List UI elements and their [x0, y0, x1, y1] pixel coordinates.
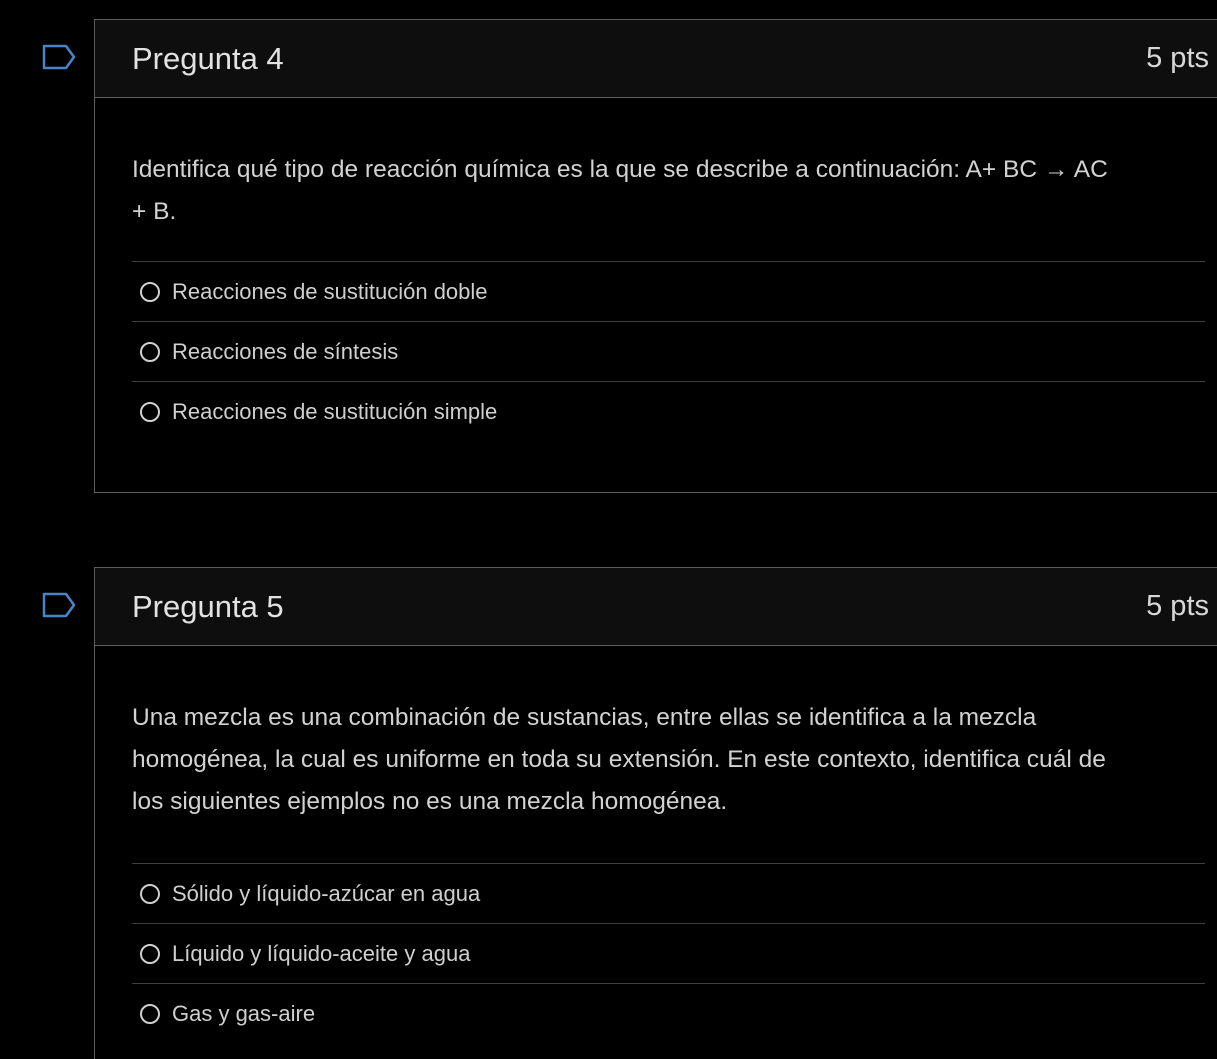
answer-label[interactable]: Líquido y líquido-aceite y agua: [172, 940, 471, 966]
answer-option[interactable]: [132, 984, 1205, 1044]
answer-label[interactable]: Reacciones de sustitución doble: [172, 278, 488, 304]
answer-label[interactable]: Reacciones de sustitución simple: [172, 399, 498, 424]
radio-unchecked-icon[interactable]: [140, 944, 160, 964]
answer-option[interactable]: [132, 382, 1205, 442]
question-body: [95, 98, 1217, 442]
flag-question-icon[interactable]: [42, 592, 76, 618]
question-title: Pregunta 4: [132, 41, 284, 76]
question-header: [95, 568, 1217, 646]
radio-unchecked-icon[interactable]: [140, 342, 160, 362]
radio-unchecked-icon[interactable]: [140, 884, 160, 904]
question-body: [95, 646, 1217, 1044]
radio-unchecked-icon[interactable]: [140, 402, 160, 422]
flag-question-icon[interactable]: [42, 44, 76, 70]
answer-option[interactable]: [132, 262, 1205, 322]
question-points: 5 pts: [1146, 590, 1209, 622]
answer-list: [132, 261, 1205, 442]
answer-label[interactable]: Sólido y líquido-azúcar en agua: [172, 880, 481, 906]
answer-label[interactable]: Reacciones de síntesis: [172, 338, 399, 364]
question-title: Pregunta 5: [132, 589, 284, 624]
radio-unchecked-icon[interactable]: [140, 1004, 160, 1024]
question-text-line: + B.: [132, 198, 177, 225]
answer-option[interactable]: [132, 924, 1205, 984]
question-card: [94, 567, 1217, 1059]
question-text-line: Una mezcla es una combinación de sustancias, entre ellas se identifica a la mezcla: [132, 704, 1037, 731]
answer-label[interactable]: Gas y gas-aire: [172, 1001, 316, 1026]
question-text: [132, 646, 1212, 823]
question-card: [94, 19, 1217, 493]
radio-unchecked-icon[interactable]: [140, 282, 160, 302]
question-text-line: homogénea, la cual es uniforme en toda su extensión. En este contexto, identifica cuál de: [132, 746, 1106, 773]
answer-option[interactable]: [132, 864, 1205, 924]
question-text-line: Identifica qué tipo de reacción química es la que se describe a continuación: A+ BC → AC: [132, 156, 1108, 183]
question-points: 5 pts: [1146, 42, 1209, 74]
question-header: [95, 20, 1217, 98]
answer-option[interactable]: [132, 322, 1205, 382]
question-text: [132, 98, 1212, 233]
question-text-line: los siguientes ejemplos no es una mezcla homogénea.: [132, 788, 728, 815]
answer-list: [132, 863, 1205, 1044]
